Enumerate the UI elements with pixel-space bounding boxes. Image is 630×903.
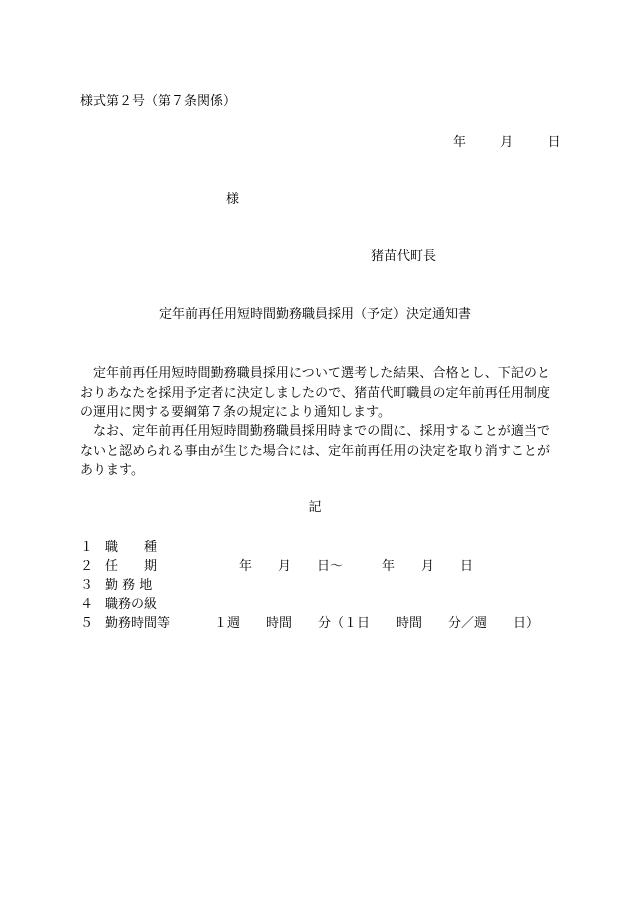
body-paragraph-1: 定年前再任用短時間勤務職員採用について選考した結果、合格とし、下記のとおりあなたを採用予定者に決定しましたので、猪苗代町職員の定年前再任用制度の運用に関する要綱第７条の規定により通知します。 bbox=[80, 366, 550, 420]
document-title: 定年前再任用短時間勤務職員採用（予定）決定通知書 bbox=[158, 307, 471, 322]
item-value: １週 時間 分（１日 時間 分／週 日） bbox=[214, 616, 540, 631]
item-label: 勤務時間等 bbox=[105, 616, 171, 631]
ki-heading: 記 bbox=[308, 500, 322, 515]
body-paragraph-2: なお、定年前再任用短時間勤務職員採用時までの間に、採用することが適当でないと認められる事由が生じた場合には、定年前再任用の決定を取り消すことがあります。 bbox=[80, 424, 550, 478]
item-number: ３ bbox=[80, 578, 94, 593]
form-number: 様式第２号（第７条関係） bbox=[80, 94, 237, 109]
item-label: 任 期 bbox=[105, 559, 158, 574]
item-number: ４ bbox=[80, 597, 94, 612]
date-year: 年 bbox=[453, 135, 467, 150]
addressee: 様 bbox=[226, 192, 240, 207]
date-line bbox=[453, 135, 561, 151]
item-number: １ bbox=[80, 540, 94, 555]
item-label: 勤 務 地 bbox=[105, 578, 153, 593]
date-month: 月 bbox=[500, 135, 514, 150]
item-value: 年 月 日～ 年 月 日 bbox=[239, 559, 474, 574]
item-number: ２ bbox=[80, 559, 94, 574]
date-day: 日 bbox=[547, 135, 561, 150]
item-label: 職 種 bbox=[105, 540, 158, 555]
item-label: 職務の級 bbox=[105, 597, 158, 612]
issuer-name: 猪苗代町長 bbox=[371, 249, 437, 264]
item-number: ５ bbox=[80, 616, 94, 631]
